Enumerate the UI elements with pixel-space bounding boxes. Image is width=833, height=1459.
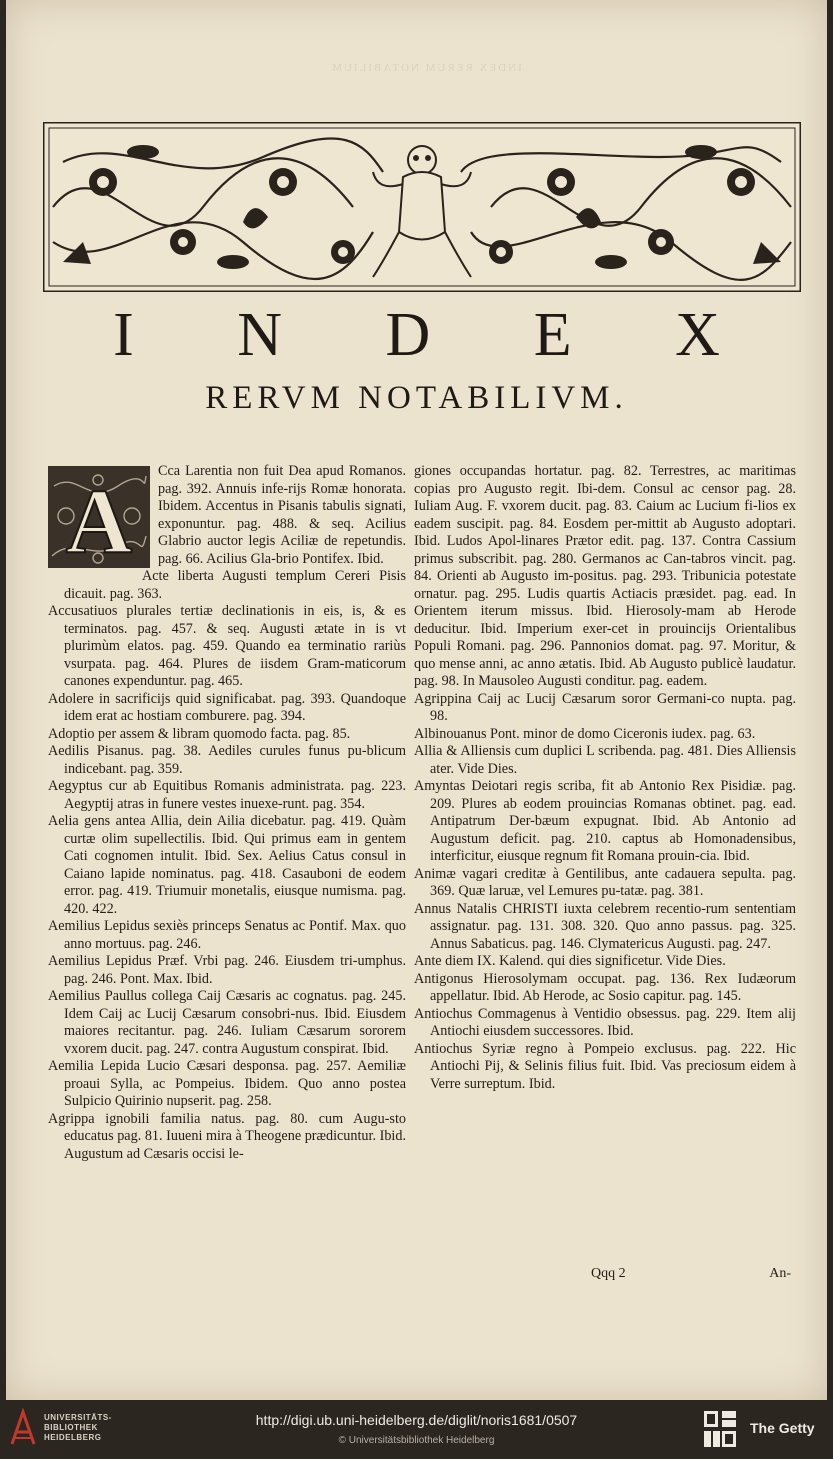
index-entry: Acte liberta Augusti templum Cereri Pisis dicauit. pag. 363.: [64, 568, 406, 602]
index-entry: Amyntas Deiotari regis scriba, fit ab Antonio Rex Pisidiæ. pag. 209. Plures ab eodem prouincias Romanas obtinet. pag. ead. Antipatrum Der-bæum expugnat. Ibid. Ab Antonio ad Augustum deficit. pag. 210. captus ab Homonadensibus, interficitur, eiusque regnum fit Romana prouin-cia. Ibid.: [414, 778, 796, 864]
decorated-initial-a-icon: [48, 466, 150, 568]
index-entry: Aemilius Paullus collega Caij Cæsaris ac cognatus. pag. 245. Idem Caij ac Lucij Cæsarum consobri-nus. Ibid. Eiusdem maiores recitantur. pag. 246. Iuliam Cæsarum sororem vxorem ducit. pag. 247. contra Augustum conspirat. Ibid.: [48, 988, 406, 1057]
index-entry: Annus Natalis CHRISTI iuxta celebrem recentio-rum sententiam assignatur. pag. 131. 308. 320. Quo anno passus. pag. 325. Annus Sabaticus. pag. 146. Clymatericus Augusti. pag. 247.: [414, 900, 796, 952]
page-title: I N D E X: [113, 301, 764, 369]
index-entry: Antigonus Hierosolymam occupat. pag. 136. Rex Iudæorum appellatur. Ibid. Ab Herode, ac Sosio capitur. pag. 145.: [414, 970, 796, 1004]
index-entry: Antiochus Syriæ regno à Pompeio exclusus. pag. 222. Hic Antiochi Pij, & Selinis filius fuit. Ibid. Vas preciosum eidem à Verre surreptum. Ibid.: [414, 1040, 796, 1092]
institution-name: UNIVERSITÄTS- BIBLIOTHEK HEIDELBERG: [44, 1413, 112, 1442]
index-entry: Aemilius Lepidus Præf. Vrbi pag. 246. Eiusdem tri-umphus. pag. 246. Pont. Max. Ibid.: [48, 953, 406, 987]
index-entry: giones occupandas hortatur. pag. 82. Terrestres, ac maritimas copias pro Augusto regit. Ibi-dem. Consul ac censor pag. 28. Iuliam Aug. F. vxorem ducit. pag. 83. Caium ac Lucium fi-lios ex eadem suscipit. pag. 84. Eosdem per-mittit ab Augusto adoptari. Ibid. Ludos Apol-linares Prætor edit. pag. 137. Contra Cassium primus subscribit. pag. 280. Germanos ac Can-tabros vincit. pag. 84. Orienti ab Augusto im-positus. pag. 293. Tribunicia potestate ornatur. pag. 295. Ludis quartis Actiacis præsidet. pag. ead. In Orientem iterum missus. Ibid. Hierosoly-mam ab Herode deducitur. Ibid. Imperium exer-cet in prouincijs Orientalibus Populi Romani. pag. 296. Pannonios domat. pag. 97. Moritur, & quo mense anni, ac anno ætatis. Ibid. Ab Augusto publicè laudatur. pag. 98. In Mausoleo Augusti conditur. pag. eadem.: [414, 463, 796, 689]
index-entry: Agrippa ignobili familia natus. pag. 80. cum Augu-sto educatus pag. 81. Iuueni mira à Theogene prædicuntur. Ibid. Augustum ad Cæsaris occisi le-: [48, 1110, 406, 1162]
copyright-notice: © Universitätsbibliothek Heidelberg: [338, 1435, 495, 1446]
signature-mark: Qqq 2: [591, 1266, 626, 1281]
index-entry: Aelia gens antea Allia, dein Ailia dicebatur. pag. 419. Quàm curtæ olim supellectilis. Ibid. Qui primus eam in gentem Cati cognomen intulit. Ibid. Sex. Aelius Catus consul in Caiano lapide nominatus. pag. 418. Casauboni de eodem error. pag. 419. Triumuir monetalis, eiusque numisma. pag. 420. 422.: [48, 813, 406, 917]
index-entry: Albinouanus Pont. minor de domo Ciceronis iudex. pag. 63.: [414, 725, 756, 742]
catchword-line: [591, 1266, 791, 1282]
page-subtitle: RERVM NOTABILIVM.: [205, 380, 628, 416]
index-entry: Animæ vagari creditæ à Gentilibus, ante cadauera sepulta. pag. 369. Quæ laruæ, vel Lemures pu-tatæ. pag. 381.: [414, 865, 796, 899]
getty-logo-icon[interactable]: [703, 1410, 737, 1448]
index-entry: Allia & Alliensis cum duplici L scribenda. pag. 481. Dies Alliensis ater. Vide Dies.: [414, 743, 796, 777]
catchword: An-: [769, 1266, 791, 1281]
viewer-footer: [0, 1400, 833, 1459]
svg-text:A: A: [65, 470, 133, 568]
index-entry: Aegyptus cur ab Equitibus Romanis administrata. pag. 223. Aegyptij atras in funere vestes inuexe-runt. pag. 354.: [48, 778, 406, 812]
index-entry: Adoptio per assem & libram quomodo facta. pag. 85.: [48, 725, 351, 742]
index-entry: Aedilis Pisanus. pag. 38. Aediles curules funus pu-blicum indicebant. pag. 359.: [48, 743, 406, 777]
index-entry: Aemilius Lepidus sexiès princeps Senatus ac Pontif. Max. quo anno mortuus. pag. 246.: [48, 918, 406, 952]
index-entry: Ante diem IX. Kalend. qui dies significetur. Vide Dies.: [414, 953, 726, 969]
permalink-url[interactable]: http://digi.ub.uni-heidelberg.de/diglit/noris1681/0507: [255, 1412, 578, 1428]
index-entry: Aemilia Lepida Lucio Cæsari desponsa. pag. 257. Aemiliæ proaui Sylla, ac Pompeius. Ibidem. Quo anno postea Sulpicio Quirinio nupserit. pag. 258.: [48, 1058, 406, 1109]
index-entry: Cca Larentia non fuit Dea apud Romanos. pag. 392. Annuis infe-rijs Romæ honorata. Ibidem. Accentus in Pisanis tabulis signati, exponuntur. pag. 488. & seq. Acilius Glabrio auctor legis Aciliæ de repetundis. pag. 66. Acilius Gla-brio Pontifex. Ibid.: [158, 463, 406, 567]
index-column-right: [414, 463, 796, 1093]
sponsor-name[interactable]: The Getty: [750, 1420, 815, 1436]
index-entry: Adolere in sacrificijs quid significabat. pag. 393. Quandoque idem erat ac hostiam comburere. pag. 394.: [48, 690, 406, 724]
book-page: [6, 0, 827, 1400]
index-entry: Agrippina Caij ac Lucij Cæsarum soror Germani-co nupta. pag. 98.: [414, 690, 796, 724]
index-entry: Antiochus Commagenus à Ventidio obsessus. pag. 229. Item alij Antiochi eiusdem successores. Ibid.: [414, 1005, 796, 1039]
index-column-left: [48, 463, 406, 1163]
show-through-text: INDEX RERUM NOTABILIUM: [330, 62, 522, 74]
floral-headpiece-ornament: [43, 122, 801, 292]
index-entry: Accusatiuos plurales tertiæ declinationis in eis, is, & es terminatos. pag. 457. & seq. Augusti ætate in is vt plurimùm elatos. pag. 459. Quando ea terminatio rariùs vsurpata. pag. 464. Plures de iisdem Gram-maticorum canones expenduntur. pag. 465.: [48, 603, 406, 689]
